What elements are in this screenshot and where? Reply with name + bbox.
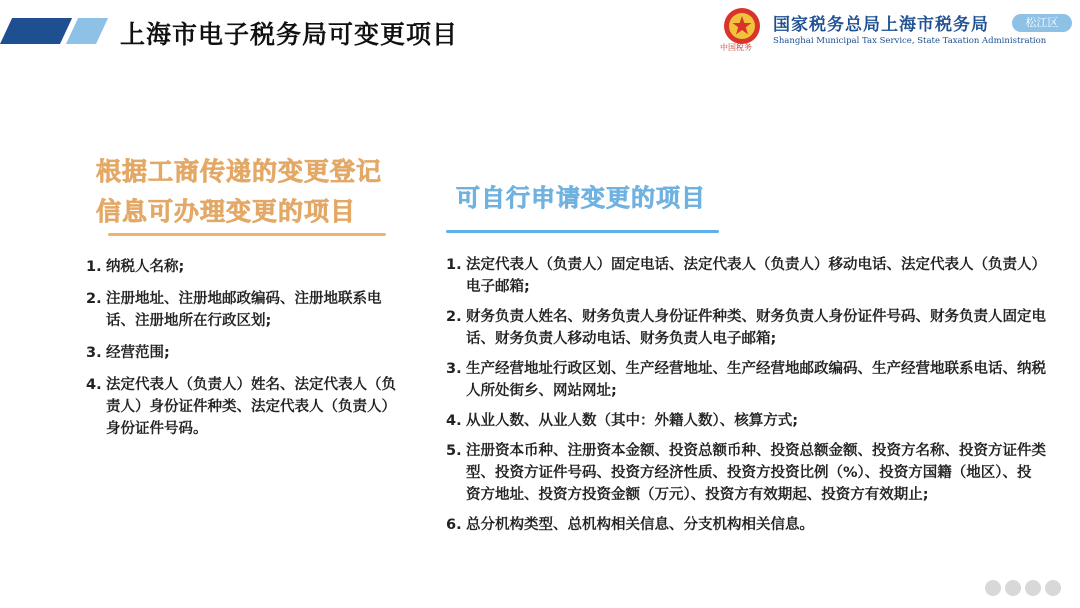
list-item: [86, 374, 404, 440]
list-item: [86, 256, 404, 278]
accent-stripe-light: [66, 18, 108, 44]
left-heading-underline: [108, 233, 386, 236]
item-text: 经营范围;: [106, 345, 170, 361]
item-text: 总分机构类型、总机构相关信息、分支机构相关信息。: [466, 517, 814, 533]
list-item: [446, 358, 1046, 402]
page-title: 上海市电子税务局可变更项目: [120, 20, 459, 49]
list-item: [446, 306, 1046, 350]
district-badge: 松江区: [1012, 14, 1072, 32]
accent-stripe-dark: [0, 18, 72, 44]
item-number: 6.: [446, 517, 462, 533]
item-text: 法定代表人（负责人）姓名、法定代表人（负责人）身份证件种类、法定代表人（负责人）身份证件号码。: [106, 377, 396, 437]
item-number: 2.: [86, 291, 102, 307]
item-number: 1.: [86, 259, 102, 275]
left-heading-line-1: 根据工商传递的变更登记: [96, 157, 383, 186]
item-text: 法定代表人（负责人）固定电话、法定代表人（负责人）移动电话、法定代表人（负责人）电子邮箱;: [466, 257, 1046, 295]
list-item: [446, 410, 1046, 432]
agency-name-en: Shanghai Municipal Tax Service, State Taxation Administration: [773, 36, 1047, 46]
tax-emblem-icon: [722, 6, 762, 46]
right-item-list: [446, 254, 1046, 544]
pager-dot[interactable]: [985, 580, 1001, 596]
list-item: [86, 342, 404, 364]
pager-dot[interactable]: [1045, 580, 1061, 596]
left-section-heading: [96, 152, 426, 232]
item-number: 2.: [446, 309, 462, 325]
item-text: 注册地址、注册地邮政编码、注册地联系电话、注册地所在行政区划;: [106, 291, 382, 329]
pager-dot[interactable]: [1025, 580, 1041, 596]
item-number: 4.: [446, 413, 462, 429]
item-number: 5.: [446, 443, 462, 459]
slide-pager: [985, 580, 1061, 596]
right-heading-underline: [446, 230, 719, 233]
item-number: 1.: [446, 257, 462, 273]
list-item: [86, 288, 404, 332]
item-text: 纳税人名称;: [106, 259, 185, 275]
agency-name: 国家税务总局上海市税务局: [773, 15, 989, 35]
item-text: 财务负责人姓名、财务负责人身份证件种类、财务负责人身份证件号码、财务负责人固定电话、财务负责人移动电话、财务负责人电子邮箱;: [466, 309, 1046, 347]
left-item-list: [86, 256, 404, 450]
item-text: 生产经营地址行政区划、生产经营地址、生产经营地邮政编码、生产经营地联系电话、纳税人所处街乡、网站网址;: [466, 361, 1046, 399]
item-text: 从业人数、从业人数（其中：外籍人数）、核算方式;: [466, 413, 799, 429]
list-item: [446, 254, 1046, 298]
item-number: 3.: [86, 345, 102, 361]
right-section-heading: 可自行申请变更的项目: [456, 184, 706, 212]
item-number: 4.: [86, 377, 102, 393]
left-heading-line-2: 信息可办理变更的项目: [96, 197, 357, 226]
emblem-caption: 中国税务: [720, 43, 752, 52]
header-accent-bar: [0, 18, 100, 44]
list-item: [446, 514, 1046, 536]
item-text: 注册资本币种、注册资本金额、投资总额币种、投资总额金额、投资方名称、投资方证件类型、投资方证件号码、投资方经济性质、投资方投资比例（%）、投资方国籍（地区）、投资方地址、投资方投资金额（万元）、投资方有效期起、投资方有效期止;: [466, 443, 1046, 503]
item-number: 3.: [446, 361, 462, 377]
list-item: [446, 440, 1046, 506]
pager-dot[interactable]: [1005, 580, 1021, 596]
